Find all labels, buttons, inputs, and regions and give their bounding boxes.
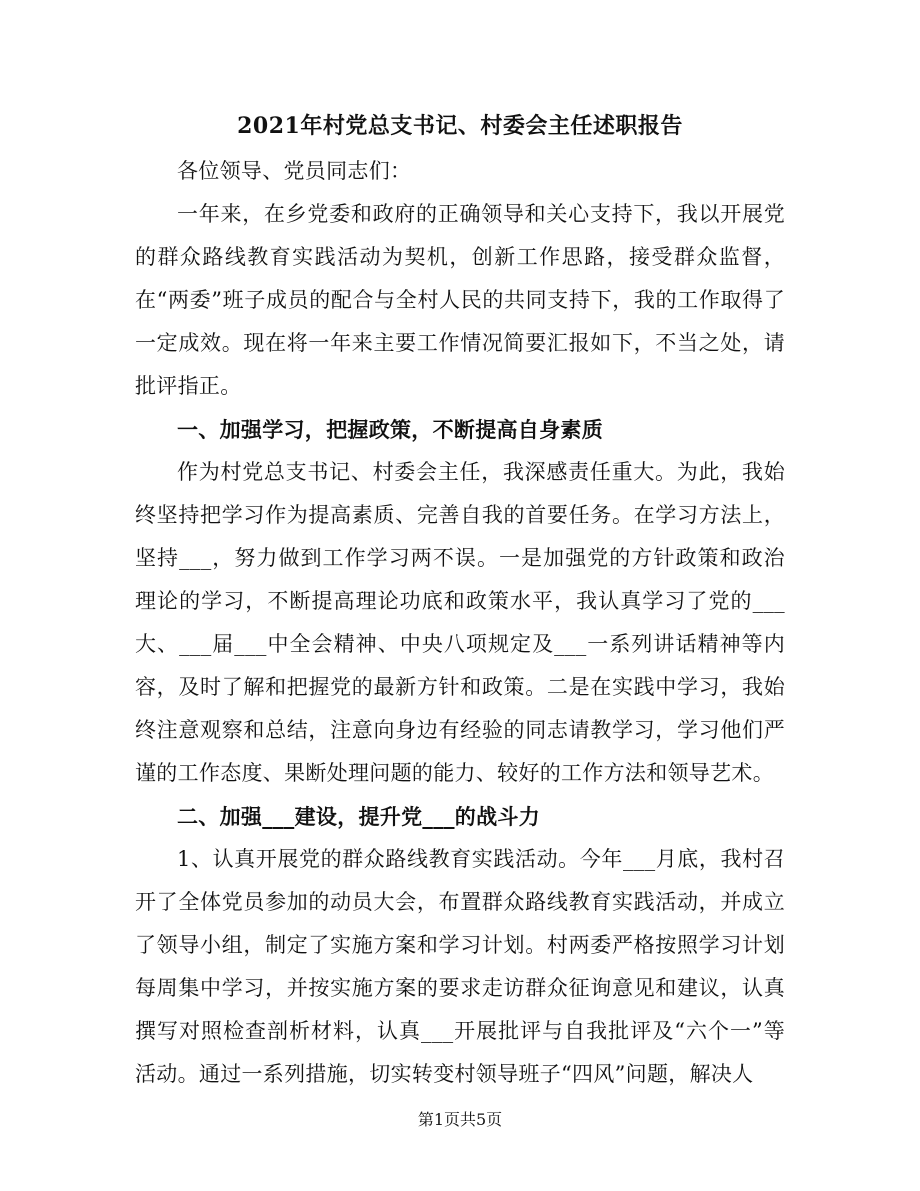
paragraph-activity: 1、认真开展党的群众路线教育实践活动。今年___月底，我村召开了全体党员参加的动员大会，布置群众路线教育实践活动，并成立了领导小组，制定了实施方案和学习计划。村两委严格按照学习计划每周集中学习，并按实施方案的要求走访群众征询意见和建议，认真撰写对照检查剖析材料，认真___开展批评与自我批评及“六个一”等活动。通过一系列措施，切实转变村领导班子“四风”问题，解决人	[135, 847, 785, 1086]
page-footer: 第1页共5页	[417, 1110, 503, 1129]
section-heading-2: 二、加强___建设，提升党___的战斗力	[177, 804, 540, 829]
document-body	[135, 108, 785, 1096]
section-heading-1: 一、加强学习，把握政策，不断提高自身素质	[177, 417, 603, 442]
paragraph-study: 作为村党总支书记、村委会主任，我深感责任重大。为此，我始终坚持把学习作为提高素质、完善自我的首要任务。在学习方法上，坚持___，努力做到工作学习两不误。一是加强党的方针政策和政治理论的学习，不断提高理论功底和政策水平，我认真学习了党的___大、___届___中全会精神、中央八项规定及___一系列讲话精神等内容，及时了解和把握党的最新方针和政策。二是在实践中学习，我始终注意观察和总结，注意向身边有经验的同志请教学习，学习他们严谨的工作态度、果断处理问题的能力、较好的工作方法和领导艺术。	[135, 460, 785, 785]
paragraph-intro: 一年来，在乡党委和政府的正确领导和关心支持下，我以开展党的群众路线教育实践活动为契机，创新工作思路，接受群众监督，在“两委”班子成员的配合与全村人民的共同支持下，我的工作取得了一定成效。现在将一年来主要工作情况简要汇报如下，不当之处，请批评指正。	[135, 202, 785, 398]
salutation: 各位领导、党员同志们：	[177, 159, 412, 183]
document-title: 2021年村党总支书记、村委会主任述职报告	[237, 113, 683, 139]
